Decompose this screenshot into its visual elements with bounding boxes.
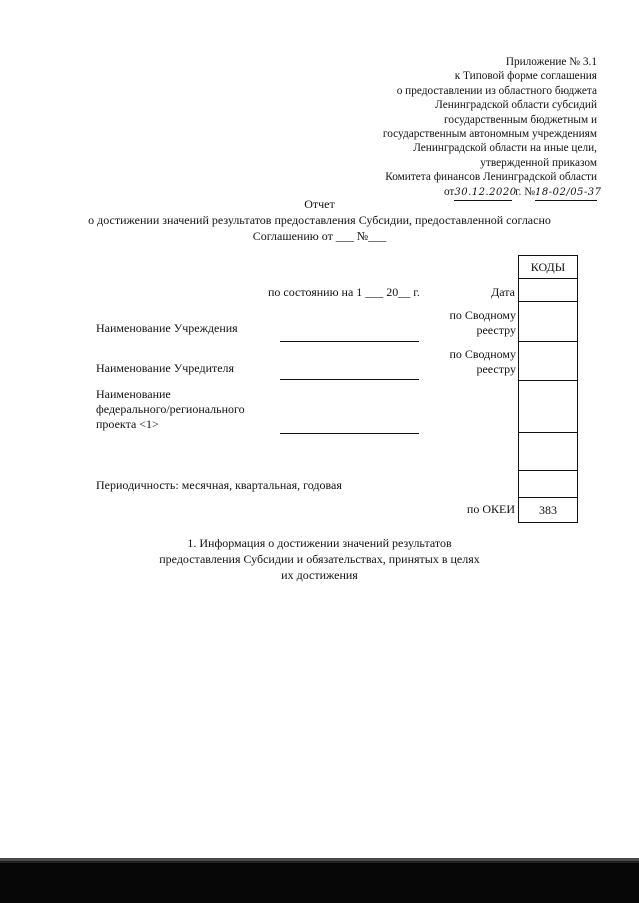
institution-name-line[interactable] bbox=[280, 341, 419, 342]
section1-heading-line2: предоставления Субсидии и обязательствах, принятых в целях bbox=[159, 552, 480, 566]
order-date-handwritten: 30.12.2020 bbox=[454, 186, 512, 201]
report-agreement-line: Соглашению от ___ №___ bbox=[252, 229, 387, 243]
institution-label: Наименование Учреждения bbox=[96, 321, 238, 335]
registry-code-cell-2[interactable] bbox=[519, 342, 577, 381]
project-code-cell[interactable] bbox=[519, 381, 577, 433]
registry-label-1: по Сводному реестру bbox=[449, 308, 516, 337]
project-label-line3: проекта <1> bbox=[96, 417, 159, 431]
appendix-line: Приложение № 3.1 bbox=[505, 56, 597, 68]
section1-heading-line3: их достижения bbox=[281, 568, 358, 582]
appendix-line: государственным автономным учреждениям bbox=[382, 128, 597, 141]
order-number-prefix: г. № bbox=[515, 185, 535, 198]
project-code-cell-2[interactable] bbox=[519, 433, 577, 471]
founder-label: Наименование Учредителя bbox=[96, 361, 235, 375]
okei-label: по ОКЕИ bbox=[466, 502, 515, 516]
codes-header: КОДЫ bbox=[519, 256, 577, 279]
appendix-line: Ленинградской области субсидий bbox=[435, 99, 597, 112]
report-subtitle: о достижении значений результатов предоставления Субсидии, предоставленной согласно bbox=[88, 213, 551, 227]
codes-table bbox=[518, 255, 578, 523]
scan-edge-bar bbox=[0, 858, 639, 903]
project-label-line1: Наименование bbox=[96, 387, 171, 401]
okei-code-cell: 383 bbox=[539, 503, 557, 517]
date-code-cell[interactable] bbox=[519, 279, 577, 302]
project-label-line2: федерального/регионального bbox=[96, 402, 245, 416]
appendix-line: к Типовой форме соглашения bbox=[454, 70, 597, 83]
registry-label-2: по Сводному реестру bbox=[449, 347, 516, 376]
order-prefix: от bbox=[443, 185, 455, 198]
appendix-line: Ленинградской области на иные цели, bbox=[413, 142, 597, 155]
project-name-line[interactable] bbox=[280, 433, 419, 434]
order-number-handwritten: 18-02/05-37 bbox=[535, 186, 597, 201]
periodicity-code-cell[interactable] bbox=[519, 471, 577, 498]
section1-heading-line1: 1. Информация о достижении значений результатов bbox=[187, 536, 452, 550]
appendix-line: утвержденной приказом bbox=[480, 156, 597, 169]
appendix-line: Комитета финансов Ленинградской области bbox=[385, 171, 597, 184]
appendix-line: государственным бюджетным и bbox=[443, 113, 597, 126]
state-date-label: по состоянию на 1 ___ 20__ г. bbox=[268, 285, 420, 299]
founder-name-line[interactable] bbox=[280, 379, 419, 380]
scan-edge-strip bbox=[0, 861, 639, 863]
registry-code-cell-1[interactable] bbox=[519, 302, 577, 342]
date-label: Дата bbox=[491, 285, 515, 299]
report-title: Отчет bbox=[304, 197, 335, 211]
appendix-header bbox=[297, 55, 602, 201]
periodicity-label: Периодичность: месячная, квартальная, годовая bbox=[96, 478, 342, 492]
appendix-line: о предоставлении из областного бюджета bbox=[396, 84, 597, 97]
